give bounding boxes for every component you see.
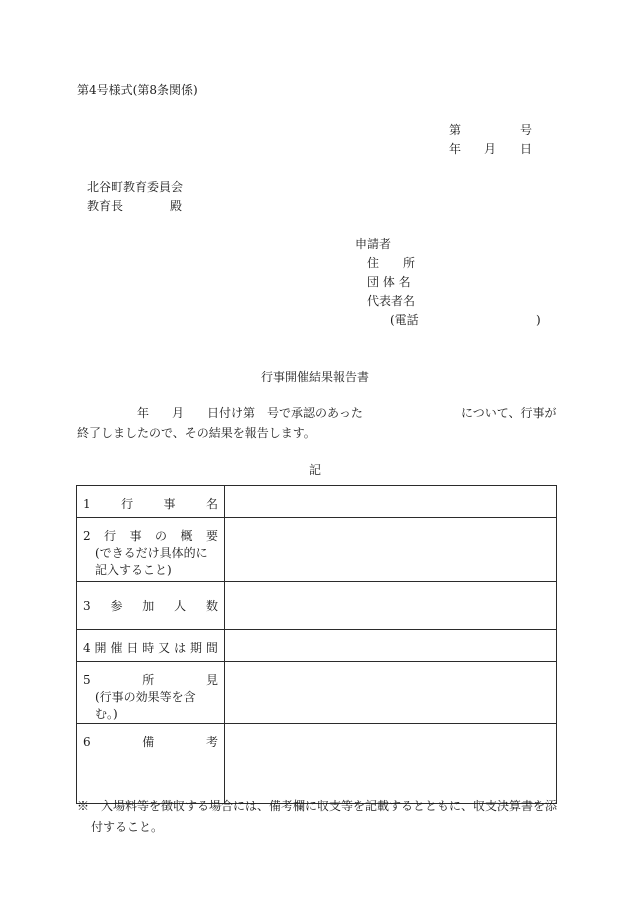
label-char: 期 [189,641,202,655]
row-number: 3 [83,599,91,613]
addressee-honorific: 殿 [170,199,183,213]
date-period-field[interactable] [225,630,557,662]
findings-field[interactable] [225,662,557,724]
label-char: 備 [142,735,155,749]
row-label-remarks [77,724,225,804]
table-row [77,724,557,804]
ki-heading: 記 [308,463,321,477]
label-char: 時 [142,641,155,655]
row-number: 1 [83,497,91,511]
row-note: 記入すること) [95,563,172,577]
label-char: 参 [110,599,123,613]
footnote-line-2: 付すること。 [91,820,164,834]
report-table [76,485,557,804]
label-char: 間 [205,641,218,655]
label-char: 要 [205,529,218,543]
row-label-event-name [77,486,225,518]
applicant-address-label: 住 所 [367,256,416,270]
row-note: (行事の効果等を含む。) [95,690,196,721]
label-char: 見 [205,673,218,687]
table-row [77,630,557,662]
label-char: 人 [174,599,187,613]
addressee-position: 教育長 [87,199,124,213]
label-char: 数 [205,599,218,613]
label-char: 開 [94,641,107,655]
row-number: 4 [83,641,91,655]
label-char: 催 [110,641,123,655]
label-char: 加 [142,599,155,613]
applicant-tel-close: ) [536,313,541,327]
label-char: は [174,641,187,655]
remarks-field[interactable] [225,724,557,804]
label-char: 名 [205,497,218,511]
applicant-rep-label: 代表者名 [367,294,416,308]
applicant-label: 申請者 [355,237,392,251]
label-char: 行 [121,497,134,511]
label-char: 事 [163,497,176,511]
doc-number-suffix: 号 [520,123,533,137]
label-char: 事 [129,529,142,543]
footnote-line-1: ※ 入場料等を徴収する場合には、備考欄に収支等を記載するとともに、収支決算書を添 [77,799,558,813]
label-char: 考 [205,735,218,749]
body-line-2: 終了しましたので、その結果を報告します。 [77,426,316,440]
date-year-label: 年 [449,142,462,156]
event-name-field[interactable] [225,486,557,518]
body-year: 年 [137,406,150,420]
document-title: 行事開催結果報告書 [260,370,369,384]
row-number: 2 [83,529,91,543]
label-char: 概 [180,529,193,543]
row-label-participants [77,582,225,630]
label-char: 所 [142,673,155,687]
label-char: の [155,529,168,543]
label-char: 又 [158,641,171,655]
body-regarding: について、行事が [461,406,557,420]
form-number: 第4号様式(第8条関係) [77,83,198,97]
row-label-date-period [77,630,225,662]
label-char: 日 [126,641,139,655]
doc-number-prefix: 第 [449,123,462,137]
date-day-label: 日 [520,142,533,156]
row-label-event-summary [77,518,225,582]
applicant-group-label: 団 体 名 [367,275,411,289]
row-label-findings [77,662,225,724]
table-row [77,662,557,724]
participants-field[interactable] [225,582,557,630]
row-number: 6 [83,735,91,749]
event-summary-field[interactable] [225,518,557,582]
table-row [77,582,557,630]
table-row [77,486,557,518]
body-month: 月 [172,406,185,420]
body-dated-approval: 日付け第 号で承認のあった [207,406,363,420]
date-month-label: 月 [484,142,497,156]
table-row [77,518,557,582]
addressee-organization: 北谷町教育委員会 [87,180,184,194]
row-note: (できるだけ具体的に [95,546,208,560]
row-number: 5 [83,673,91,687]
label-char: 行 [104,529,117,543]
applicant-tel-open: (電話 [390,313,419,327]
